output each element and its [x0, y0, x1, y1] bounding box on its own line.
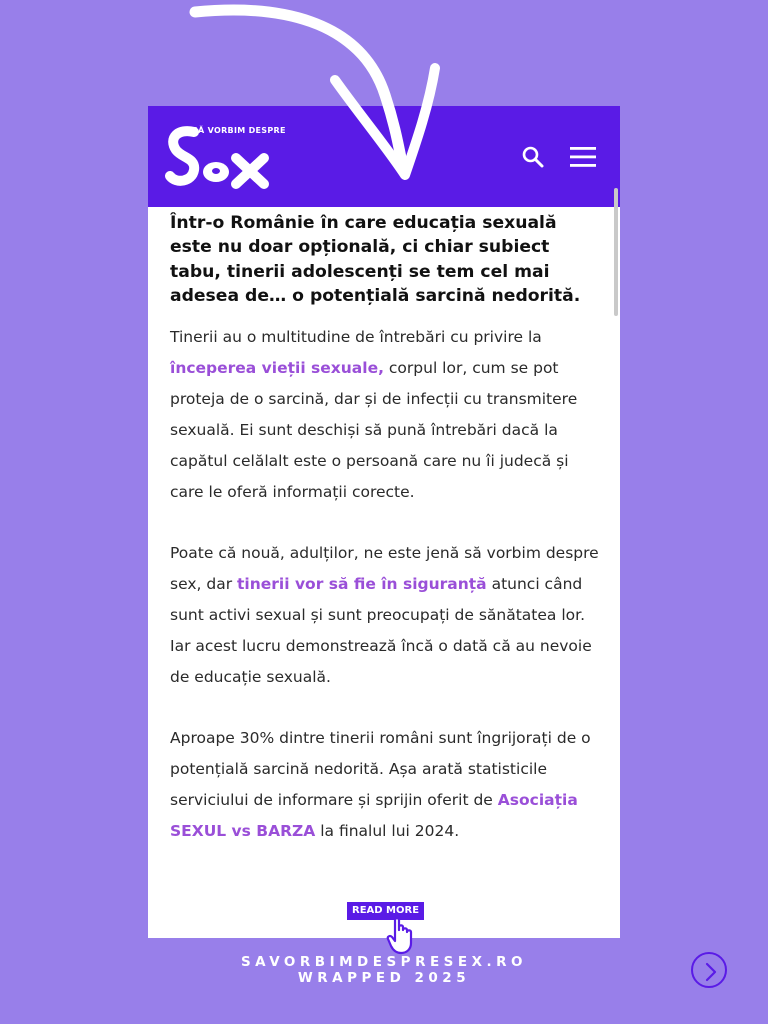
paragraph-1 — [170, 322, 600, 508]
pointer-hand-icon — [386, 915, 418, 955]
paragraph-3 — [170, 723, 600, 847]
link-asociatia-sexul-vs-barza[interactable]: Asociația SEXUL vs BARZA — [170, 791, 578, 841]
link-tinerii-in-siguranta[interactable]: tinerii vor să fie în siguranță — [237, 575, 487, 594]
logo-tagline: SĂ VORBIM DESPRE — [192, 126, 286, 135]
read-more-button[interactable]: READ MORE — [347, 902, 424, 920]
paragraph-text: Poate că nouă, adulților, ne este jenă să vorbim despre sex, dar — [170, 544, 599, 594]
paragraph-2 — [170, 538, 600, 693]
paragraph-text: atunci când sunt activi sexual și sunt preocupați de sănătatea lor. Iar acest lucru demonstrează încă o dată că au nevoie de educație sexuală. — [170, 575, 592, 687]
menu-button[interactable] — [568, 144, 598, 170]
hamburger-menu-icon — [568, 144, 598, 170]
next-slide-button[interactable] — [691, 952, 727, 988]
paragraph-text: corpul lor, cum se pot proteja de o sarcină, dar și de infecții cu transmitere sexuală. Ei sunt deschiși să pună întrebări dacă la capătul celălalt este o persoană care nu îi judecă și care le oferă informații corecte. — [170, 359, 578, 502]
hand-drawn-arrow-icon — [185, 0, 445, 185]
search-button[interactable] — [520, 144, 546, 170]
paragraph-text: Aproape 30% dintre tinerii români sunt îngrijorați de o potențială sarcină nedorită. Așa arată statisticile serviciului de informare și sprijin oferit de — [170, 729, 591, 810]
paragraph-text: la finalul lui 2024. — [315, 822, 460, 841]
article-headline: Într-o Românie în care educația sexuală este nu doar opțională, ci chiar subiect tabu, tinerii adolescenți se tem cel mai adesea de… o potențială sarcină nedorită. — [170, 213, 581, 306]
article-content — [170, 211, 600, 847]
chevron-right-icon — [693, 954, 729, 990]
phone-screen-card — [148, 106, 620, 938]
footer-subtitle: WRAPPED 2025 — [297, 970, 471, 986]
link-inceperea-vietii-sexuale[interactable]: începerea vieții sexuale, — [170, 359, 384, 378]
search-icon — [520, 144, 546, 170]
paragraph-text: Tinerii au o multitudine de întrebări cu privire la — [170, 328, 542, 347]
scrollbar-thumb[interactable] — [614, 188, 618, 316]
footer-url: SAVORBIMDESPRESEX.RO — [240, 954, 528, 970]
